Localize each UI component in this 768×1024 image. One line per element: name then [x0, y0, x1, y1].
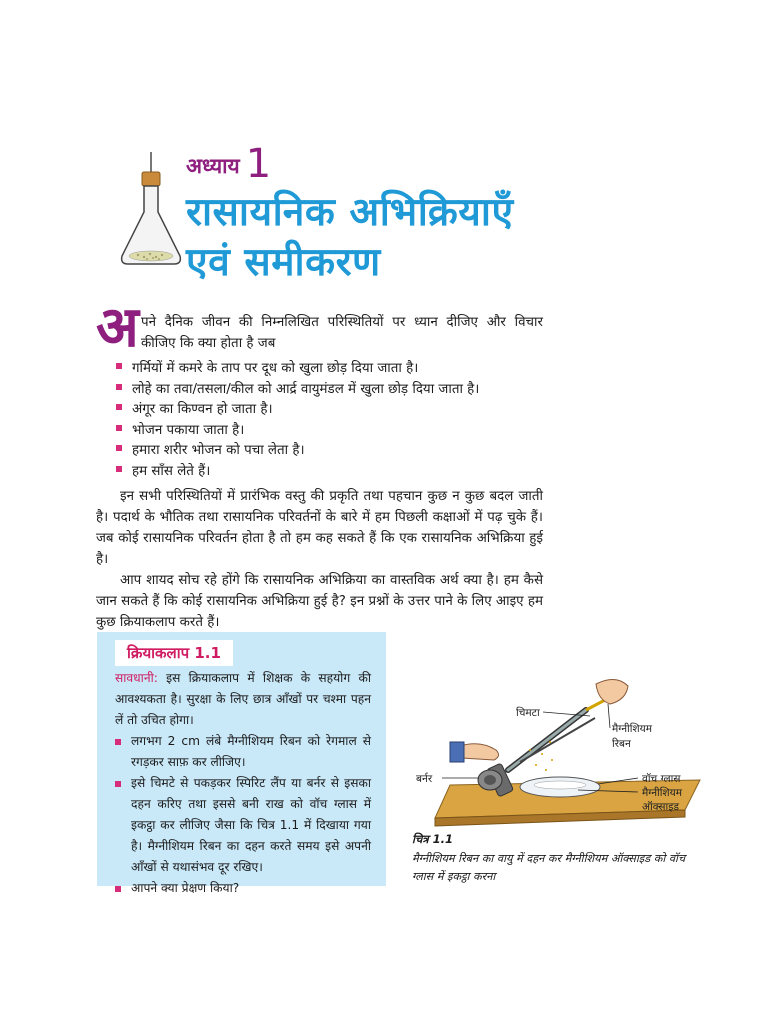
list-item: हमारा शरीर भोजन को पचा लेता है।	[116, 440, 479, 461]
paragraph-2: आप शायद सोच रहे होंगे कि रासायनिक अभिक्रिया का वास्तविक अर्थ क्या है। हम कैसे जान सकते हैं कि कोई रासायनिक अभिक्रिया हुई है? इन प्रश्नों के उत्तर पाने के लिए आइए हम कुछ क्रियाकलाप करते हैं।	[96, 573, 543, 630]
chapter-title-line2: एवं समीकरण	[186, 240, 381, 285]
list-item: भोजन पकाया जाता है।	[116, 420, 479, 441]
label-tongs: चिमटा	[516, 707, 540, 719]
chapter-label	[186, 141, 271, 187]
caution-text: इस क्रियाकलाप में शिक्षक के सहयोग की आवश्यकता है। सुरक्षा के लिए छात्र आँखों पर चश्मा पहन लें तो उचित होगा।	[115, 671, 371, 727]
activity-steps	[115, 731, 371, 899]
list-item: लोहे का तवा/तसला/कील को आर्द्र वायुमंडल में खुला छोड़ दिया जाता है।	[116, 379, 479, 400]
intro-line-2: कीजिए कि क्या होता है जब	[141, 336, 276, 351]
activity-box	[97, 632, 386, 895]
list-item: इसे चिमटे से पकड़कर स्पिरिट लैंप या बर्नर से इसका दहन करिए तथा इससे बनी राख को वॉच ग्लास में इकट्ठा कर लीजिए जैसा कि चित्र 1.1 में दिखाया गया है। मैग्नीशियम रिबन का दहन करते समय इसे अपनी आँखों से यथासंभव दूर रखिए।	[115, 773, 371, 878]
list-item: गर्मियों में कमरे के ताप पर दूध को खुला छोड़ दिया जाता है।	[116, 358, 479, 379]
figure-caption: मैग्नीशियम रिबन का वायु में दहन कर मैग्नीशियम ऑक्साइड को वॉच ग्लास में इकट्ठा करना	[412, 852, 686, 883]
list-item: लगभग 2 cm लंबे मैग्नीशियम रिबन को रेगमाल से रगड़कर साफ़ कर लीजिए।	[115, 731, 371, 773]
chapter-word: अध्याय	[186, 154, 240, 178]
list-item: अंगूर का किण्वन हो जाता है।	[116, 399, 479, 420]
label-ribbon-line2: रिबन	[612, 738, 631, 750]
caution-label: सावधानी:	[115, 671, 158, 685]
label-oxide-line2: ऑक्साइड	[642, 801, 679, 813]
drop-cap: अ	[96, 295, 139, 360]
conical-flask-icon	[118, 152, 184, 270]
label-watch-glass: वॉच ग्लास	[642, 773, 681, 785]
activity-body	[115, 668, 371, 899]
intro-line-1: पने दैनिक जीवन की निम्नलिखित परिस्थितियों पर ध्यान दीजिए और विचार	[141, 315, 543, 330]
paragraph-1: इन सभी परिस्थितियों में प्रारंभिक वस्तु की प्रकृति तथा पहचान कुछ न कुछ बदल जाती है। पदार्थ के भौतिक तथा रासायनिक परिवर्तनों के बारे में हम पिछली कक्षाओं में पढ़ चुके हैं। जब कोई रासायनिक परिवर्तन होता है तो हम कह सकते हैं कि एक रासायनिक अभिक्रिया हुई है।	[96, 489, 543, 567]
figure-number: चित्र 1.1	[412, 832, 454, 846]
situation-list	[116, 358, 479, 481]
list-item: आपने क्या प्रेक्षण किया?	[115, 878, 371, 899]
chapter-number: 1	[245, 141, 272, 187]
list-item: हम साँस लेते हैं।	[116, 461, 479, 482]
caution-note	[115, 668, 371, 731]
label-burner: बर्नर	[416, 773, 433, 785]
label-ribbon-line1: मैग्नीशियम	[612, 723, 653, 735]
label-oxide-line1: मैग्नीशियम	[642, 787, 683, 799]
activity-title: क्रियाकलाप 1.1	[115, 640, 233, 666]
chapter-title-line1: रासायनिक अभिक्रियाएँ	[186, 190, 514, 235]
